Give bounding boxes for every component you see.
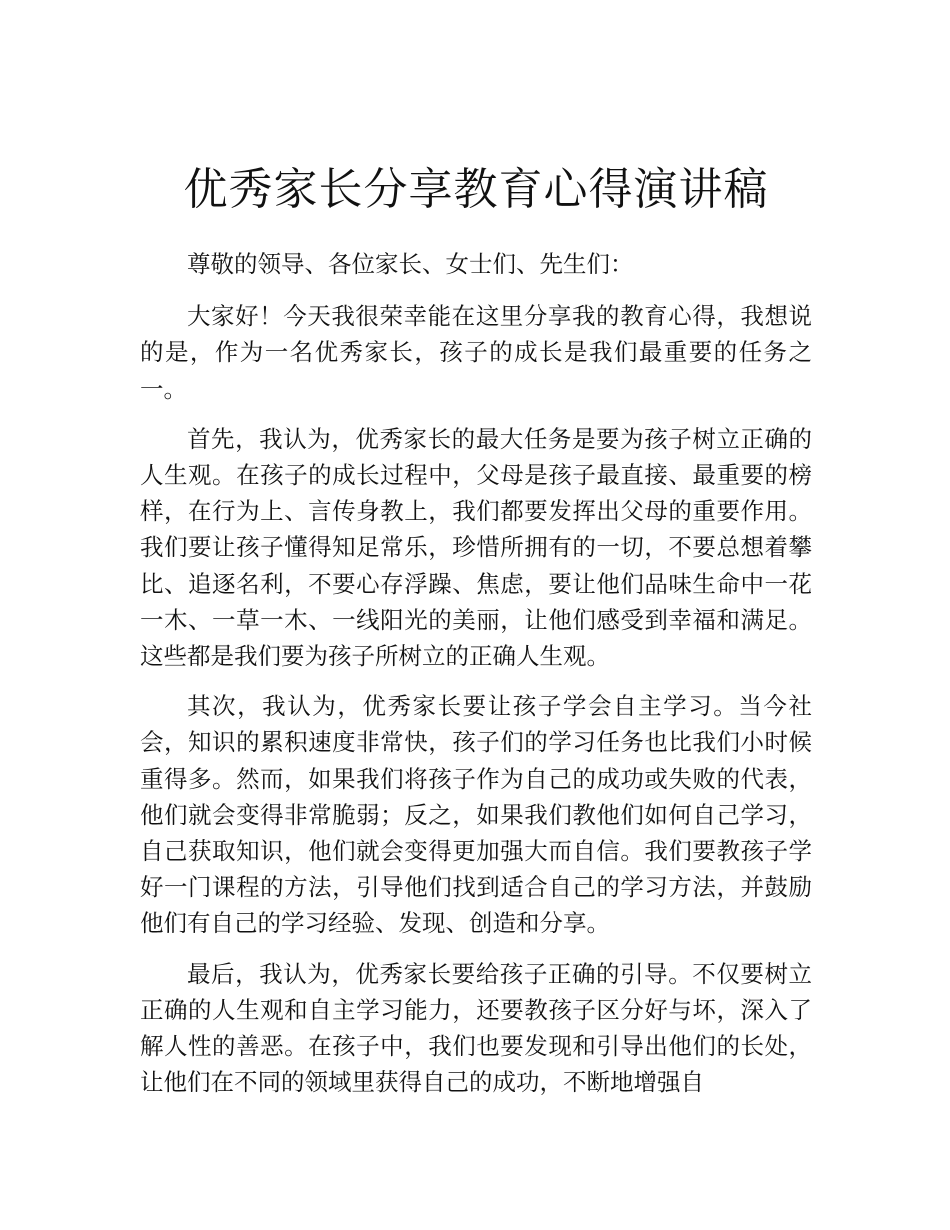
first-point-paragraph: 首先，我认为，优秀家长的最大任务是要为孩子树立正确的人生观。在孩子的成长过程中，父母是孩子最直接、最重要的榜样，在行为上、言传身教上，我们都要发挥出父母的重要作用。我们要让孩子懂得知足常乐，珍惜所拥有的一切，不要总想着攀比、追逐名利，不要心存浮躁、焦虑，要让他们品味生命中一花一木、一草一木、一线阳光的美丽，让他们感受到幸福和满足。这些都是我们要为孩子所树立的正确人生观。 xyxy=(140,424,812,671)
document-title: 优秀家长分享教育心得演讲稿 xyxy=(183,164,769,215)
salutation-paragraph: 尊敬的领导、各位家长、女士们、先生们： xyxy=(187,250,634,278)
third-point-paragraph: 最后，我认为，优秀家长要给孩子正确的引导。不仅要树立正确的人生观和自主学习能力，还要教孩子区分好与坏，深入了解人性的善恶。在孩子中，我们也要发现和引导出他们的长处，让他们在不同的领域里获得自己的成功，不断地增强自 xyxy=(140,959,812,1097)
second-point-paragraph: 其次，我认为，优秀家长要让孩子学会自主学习。当今社会，知识的累积速度非常快，孩子们的学习任务也比我们小时候重得多。然而，如果我们将孩子作为自己的成功或失败的代表，他们就会变得非常脆弱；反之，如果我们教他们如何自己学习，自己获取知识，他们就会变得更加强大而自信。我们要教孩子学好一门课程的方法，引导他们找到适合自己的学习方法，并鼓励他们有自己的学习经验、发现、创造和分享。 xyxy=(140,692,812,938)
greeting-paragraph: 大家好！今天我很荣幸能在这里分享我的教育心得，我想说的是，作为一名优秀家长，孩子的成长是我们最重要的任务之一。 xyxy=(140,302,812,403)
